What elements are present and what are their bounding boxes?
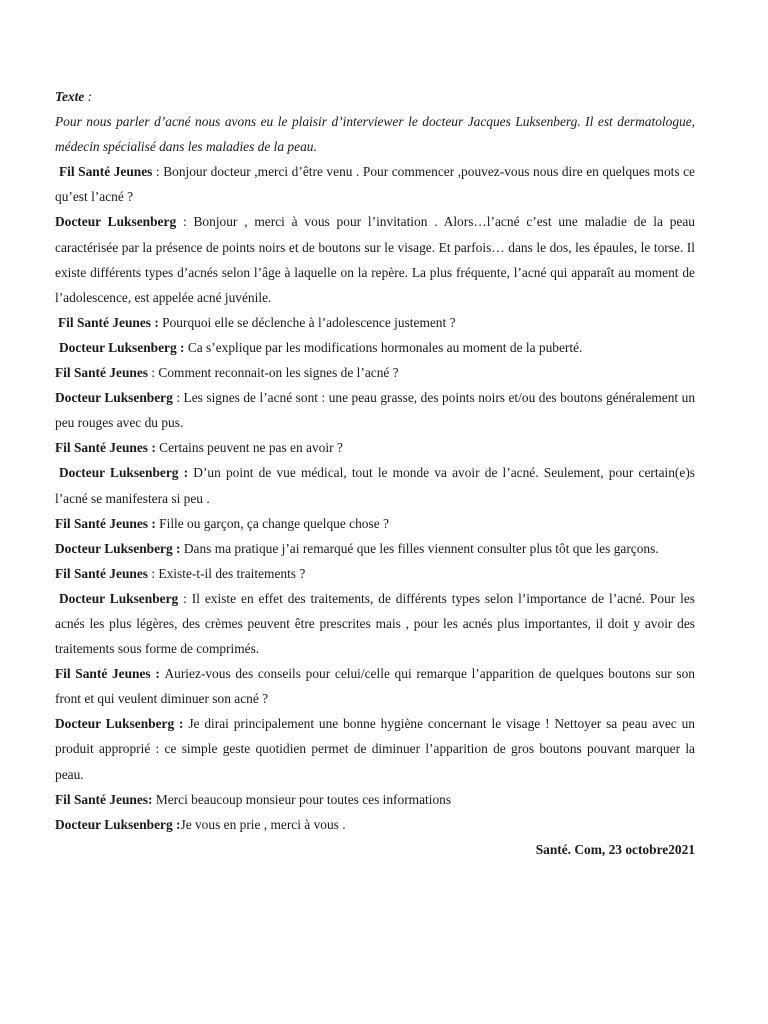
speaker-separator: : bbox=[152, 164, 164, 180]
speaker-separator: : bbox=[148, 565, 159, 581]
speaker-separator: : bbox=[176, 214, 194, 230]
dialogue-turn bbox=[55, 310, 695, 335]
speaker-name: Fil Santé Jeunes bbox=[58, 314, 151, 330]
dialogue-turn bbox=[55, 209, 695, 309]
dialogue-turn bbox=[55, 385, 695, 435]
dialogue-text: Fille ou garçon, ça change quelque chose ? bbox=[159, 515, 389, 531]
speaker-name: Docteur Luksenberg bbox=[59, 339, 177, 355]
dialogue-turn bbox=[55, 536, 695, 561]
dialogue-text: D’un point de vue médical, tout le monde va avoir de l’acné. Seulement, pour certain(e)s l’acné se manifestera si peu . bbox=[55, 465, 695, 506]
dialogue-text: Certains peuvent ne pas en avoir ? bbox=[159, 440, 343, 456]
intro-paragraph: Pour nous parler d’acné nous avons eu le plaisir d’interviewer le docteur Jacques Luksenberg. Il est dermatologue, médecin spécialisé dans les maladies de la peau. bbox=[55, 114, 695, 155]
dialogue-text: Dans ma pratique j’ai remarqué que les filles viennent consulter plus tôt que les garçons. bbox=[183, 540, 659, 556]
dialogue-text: Comment reconnait-on les signes de l’acné ? bbox=[158, 365, 399, 381]
speaker-name: Fil Santé Jeunes bbox=[55, 365, 148, 381]
dialogue-text: Il existe en effet des traitements, de différents types selon l’importance de l’acné. Pour les acnés les plus légères, des crèmes peuvent être prescrites mais , pour les acnés plus importantes, il doit y avoir des traitements sous forme de comprimés. bbox=[55, 590, 696, 657]
speaker-separator: : bbox=[148, 515, 160, 531]
speaker-separator: : bbox=[148, 440, 160, 456]
dialogue-text: Pourquoi elle se déclenche à l’adolescence justement ? bbox=[162, 314, 456, 330]
speaker-separator: : bbox=[178, 590, 192, 606]
speaker-separator: : bbox=[172, 816, 181, 832]
dialogue-text: Existe-t-il des traitements ? bbox=[158, 565, 306, 581]
document-page bbox=[55, 84, 695, 862]
text-heading: Texte bbox=[55, 89, 85, 104]
speaker-name: Fil Santé Jeunes bbox=[55, 791, 148, 807]
speaker-name: Fil Santé Jeunes bbox=[55, 666, 151, 682]
speaker-name: Docteur Luksenberg bbox=[55, 390, 173, 406]
text-heading-line bbox=[55, 84, 695, 109]
speaker-name: Docteur Luksenberg bbox=[55, 540, 173, 556]
dialogue-turn bbox=[55, 511, 695, 536]
dialogue-turn bbox=[55, 159, 695, 209]
speaker-name: Docteur Luksenberg bbox=[55, 816, 173, 832]
dialogue-turn bbox=[55, 787, 695, 812]
dialogue-text: Merci beaucoup monsieur pour toutes ces informations bbox=[155, 791, 452, 807]
speaker-name: Docteur Luksenberg bbox=[55, 214, 177, 230]
source-signature: Santé. Com, 23 octobre2021 bbox=[535, 841, 695, 857]
dialogue-turn bbox=[55, 435, 695, 460]
dialogue-turn bbox=[55, 661, 695, 711]
speaker-separator: : bbox=[150, 666, 165, 682]
speaker-name: Fil Santé Jeunes bbox=[55, 515, 148, 531]
speaker-separator: : bbox=[176, 339, 188, 355]
speaker-separator: : bbox=[172, 540, 184, 556]
speaker-separator: : bbox=[178, 465, 194, 481]
dialogue-text: Bonjour , merci à vous pour l’invitation . Alors…l’acné c’est une maladie de la peau caractérisée par la présence de points noirs et de boutons sur le visage. Et parfois… dans le dos, les épaules, le torse. Il existe différents types d’acnés selon l’âge à laquelle on la repère. La plus fréquente, l’acné qui apparaît au moment de l’adolescence, est appelée acné juvénile. bbox=[55, 214, 695, 305]
dialogue-turn bbox=[55, 561, 695, 586]
dialogue-text: Les signes de l’acné sont : une peau grasse, des points noirs et/ou des boutons généralement un peu rouges avec du pus. bbox=[55, 390, 696, 431]
speaker-separator: : bbox=[148, 791, 156, 807]
text-heading-colon: : bbox=[84, 89, 93, 104]
speaker-separator: : bbox=[172, 390, 184, 406]
speaker-name: Fil Santé Jeunes bbox=[59, 164, 153, 180]
dialogue-text: Auriez-vous des conseils pour celui/celle qui remarque l’apparition de quelques boutons sur son front et qui veulent diminuer son acné ? bbox=[55, 666, 696, 707]
speaker-name: Fil Santé Jeunes bbox=[55, 565, 148, 581]
speaker-name: Fil Santé Jeunes bbox=[55, 440, 148, 456]
dialogue-turn bbox=[55, 711, 695, 786]
speaker-name: Docteur Luksenberg bbox=[59, 590, 179, 606]
dialogue-turn bbox=[55, 812, 695, 837]
speaker-separator: : bbox=[151, 314, 163, 330]
speaker-separator: : bbox=[174, 716, 189, 732]
speaker-separator: : bbox=[148, 365, 159, 381]
dialogue-text: Bonjour docteur ,merci d’être venu . Pour commencer ,pouvez-vous nous dire en quelques mots ce qu’est l’acné ? bbox=[55, 164, 695, 205]
dialogue-turn bbox=[55, 360, 695, 385]
dialogue-text: Je vous en prie , merci à vous . bbox=[180, 816, 346, 832]
dialogue-turn bbox=[55, 460, 695, 510]
dialogue-text: Je dirai principalement une bonne hygiène concernant le visage ! Nettoyer sa peau avec un produit approprié : ce simple geste quotidien permet de diminuer l’apparition de gros boutons pouvant marquer la peau. bbox=[55, 716, 695, 782]
dialogue-text: Ca s’explique par les modifications hormonales au moment de la puberté. bbox=[187, 339, 583, 355]
dialogue-turn bbox=[55, 335, 695, 360]
speaker-name: Docteur Luksenberg bbox=[55, 716, 175, 732]
dialogue-turn bbox=[55, 586, 695, 661]
speaker-name: Docteur Luksenberg bbox=[59, 465, 179, 481]
